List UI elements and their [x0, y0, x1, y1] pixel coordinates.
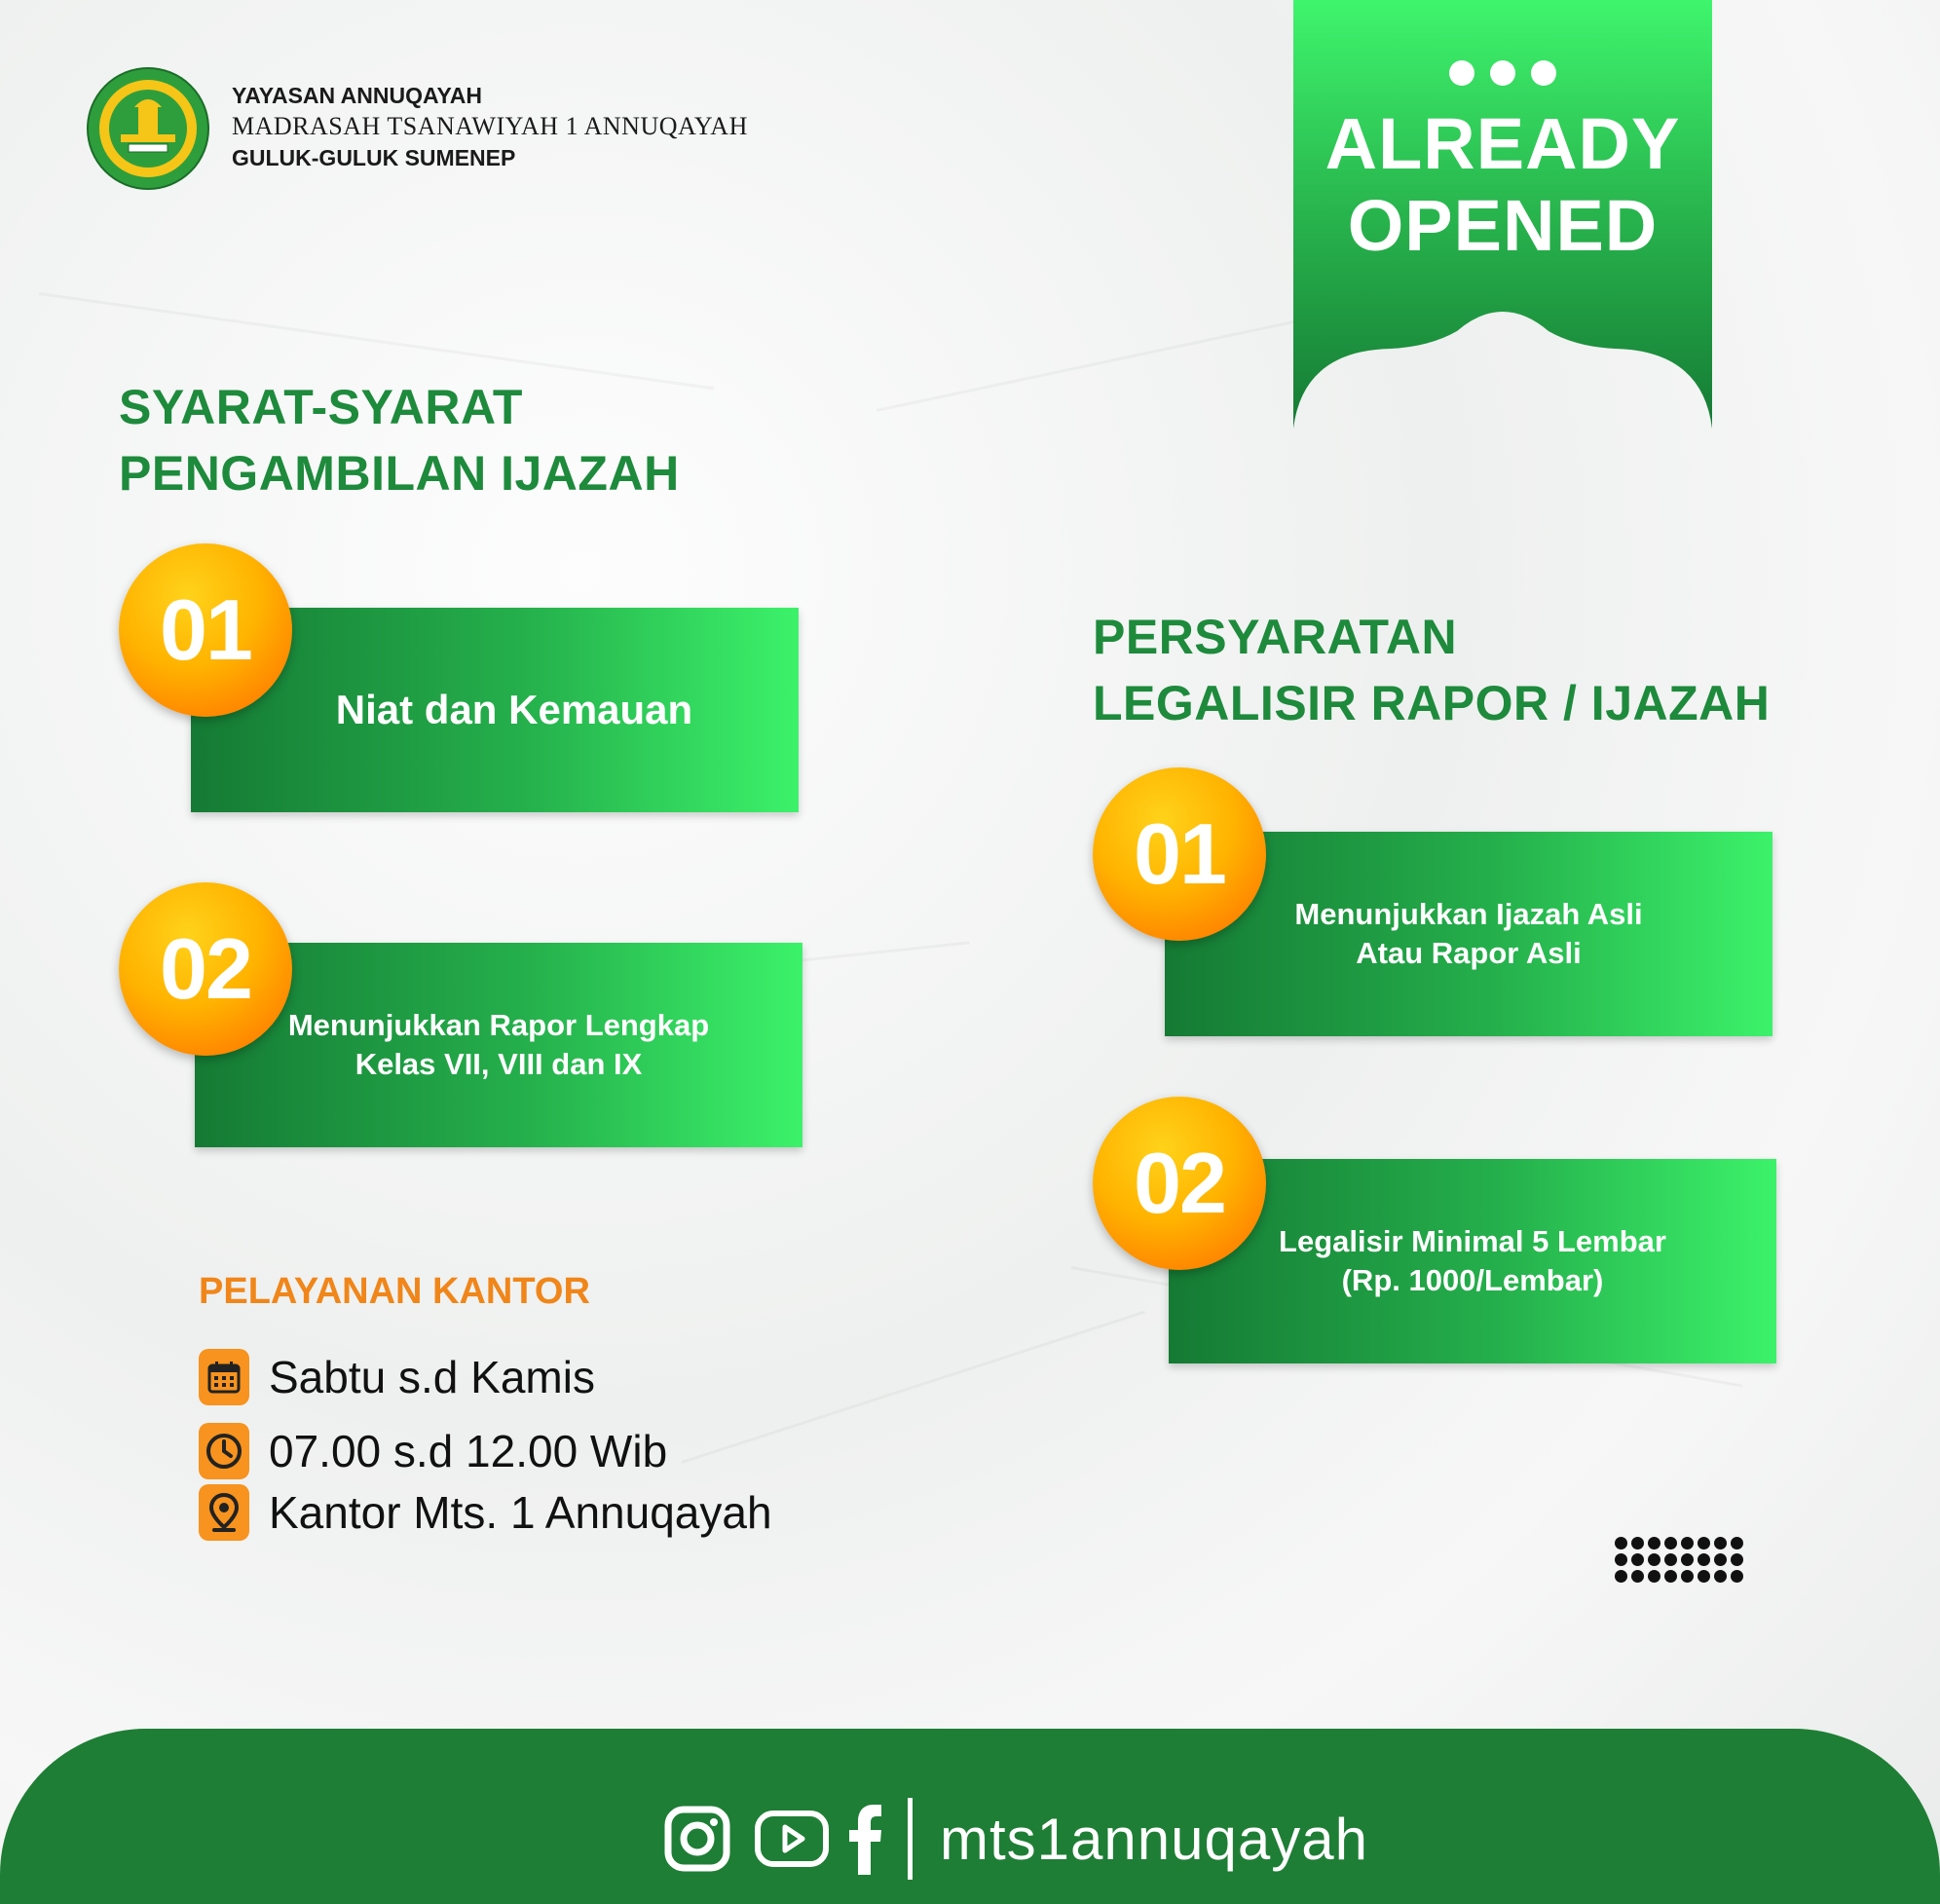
left-item-2-number: 02 — [119, 882, 292, 1056]
left-item-2-line-1: Menunjukkan Rapor Lengkap — [287, 1008, 710, 1042]
right-title-line-2: LEGALISIR RAPOR / IJAZAH — [1093, 676, 1771, 730]
decor-dot — [1648, 1570, 1660, 1583]
banner-dots — [1293, 60, 1712, 91]
right-section-title — [1093, 604, 1770, 736]
clock-icon — [199, 1423, 249, 1479]
status-banner — [1293, 0, 1712, 433]
instagram-icon[interactable] — [662, 1804, 732, 1874]
right-item-1-number: 01 — [1093, 767, 1266, 941]
decor-dot — [1681, 1570, 1694, 1583]
service-location: Kantor Mts. 1 Annuqayah — [269, 1487, 772, 1538]
social-links — [662, 1790, 1368, 1887]
decor-dot — [1631, 1570, 1644, 1583]
decor-dot — [1648, 1553, 1660, 1566]
right-item-2-line-2: (Rp. 1000/Lembar) — [1341, 1263, 1604, 1297]
decor-dot — [1631, 1553, 1644, 1566]
decor-dot — [1664, 1570, 1677, 1583]
right-item-2-number: 02 — [1093, 1097, 1266, 1270]
left-item-1-text: Niat dan Kemauan — [335, 687, 693, 732]
left-item-1-number: 01 — [119, 543, 292, 717]
left-section-title — [119, 374, 680, 506]
right-item-1-line-1: Menunjukkan Ijazah Asli — [1294, 897, 1643, 931]
decor-dot — [1631, 1537, 1644, 1549]
decor-dot — [1615, 1537, 1627, 1549]
foundation-name: YAYASAN ANNUQAYAH — [232, 83, 482, 108]
decor-dot — [1731, 1553, 1743, 1566]
organization-header — [232, 80, 748, 173]
left-title-line-2: PENGAMBILAN IJAZAH — [119, 446, 680, 501]
school-location: GULUK-GULUK SUMENEP — [232, 145, 516, 170]
footer-divider — [908, 1798, 913, 1880]
decor-dot — [1615, 1570, 1627, 1583]
decor-dot — [1698, 1570, 1710, 1583]
decor-dot — [1664, 1537, 1677, 1549]
decor-dot — [1714, 1537, 1727, 1549]
banner-title — [1293, 103, 1712, 267]
decor-dot — [1615, 1553, 1627, 1566]
service-days: Sabtu s.d Kamis — [269, 1352, 595, 1402]
service-location-row — [199, 1483, 772, 1542]
banner-line-2: OPENED — [1347, 185, 1659, 266]
decor-dot — [1698, 1553, 1710, 1566]
service-days-row — [199, 1348, 595, 1406]
right-item-2-line-1: Legalisir Minimal 5 Lembar — [1279, 1224, 1666, 1258]
banner-line-1: ALREADY — [1324, 103, 1681, 184]
location-pin-icon — [199, 1484, 249, 1541]
service-hours-row — [199, 1422, 667, 1480]
facebook-icon[interactable] — [847, 1803, 882, 1875]
youtube-icon[interactable] — [754, 1810, 830, 1868]
decor-dot — [1731, 1570, 1743, 1583]
paper-texture — [682, 1311, 1145, 1464]
decor-dot — [1648, 1537, 1660, 1549]
decor-dot — [1714, 1570, 1727, 1583]
decor-dot — [1681, 1537, 1694, 1549]
left-item-2-line-2: Kelas VII, VIII dan IX — [354, 1047, 643, 1081]
calendar-icon — [199, 1349, 249, 1405]
service-title: PELAYANAN KANTOR — [199, 1271, 590, 1312]
decor-dot — [1664, 1553, 1677, 1566]
decor-dot — [1698, 1537, 1710, 1549]
right-item-1-line-2: Atau Rapor Asli — [1356, 936, 1582, 970]
school-name: MADRASAH TSANAWIYAH 1 ANNUQAYAH — [232, 112, 748, 140]
decor-dot — [1681, 1553, 1694, 1566]
decor-dot — [1714, 1553, 1727, 1566]
right-title-line-1: PERSYARATAN — [1093, 610, 1458, 664]
social-handle[interactable]: mts1annuqayah — [940, 1806, 1368, 1872]
school-logo — [86, 66, 210, 191]
decor-dot — [1731, 1537, 1743, 1549]
left-title-line-1: SYARAT-SYARAT — [119, 380, 523, 434]
service-hours: 07.00 s.d 12.00 Wib — [269, 1426, 668, 1476]
